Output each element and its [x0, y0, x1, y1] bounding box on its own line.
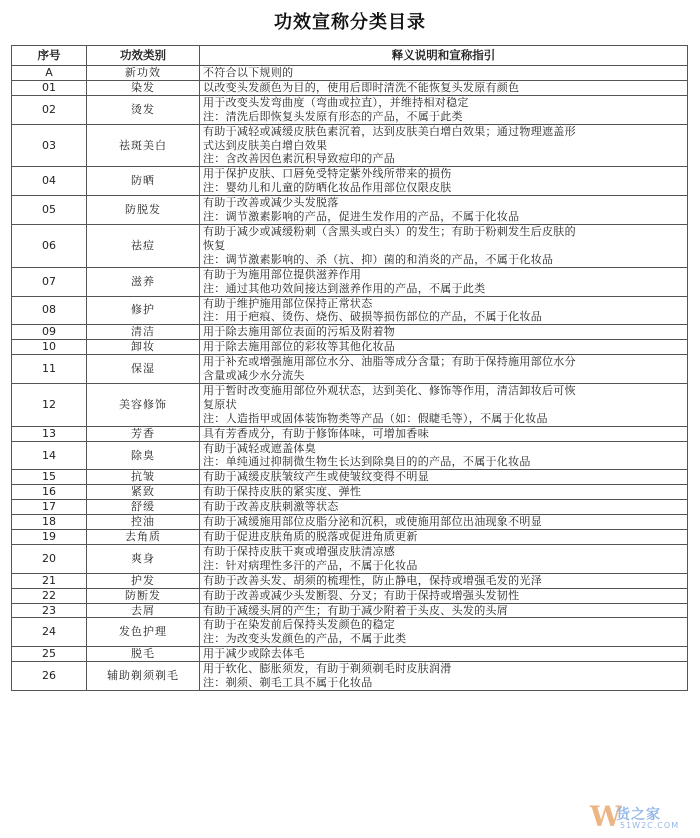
row-description: [200, 325, 688, 340]
row-number: 22: [12, 588, 87, 603]
row-category: 清洁: [87, 325, 200, 340]
row-description: [200, 267, 688, 296]
description-line: 注：调节激素影响的、杀（抗、抑）菌的和消炎的产品，不属于化妆品: [203, 252, 554, 266]
row-category: 卸妆: [87, 340, 200, 355]
description-line: 有助于改善皮肤刺激等状态: [203, 500, 339, 514]
row-description: [200, 588, 688, 603]
row-number: 08: [12, 296, 87, 325]
table-row: [12, 647, 688, 662]
row-category: 辅助剃须剃毛: [87, 662, 200, 691]
row-category: 祛痘: [87, 224, 200, 267]
row-category: 烫发: [87, 95, 200, 124]
table-header-row: [12, 46, 688, 66]
table-row: [12, 530, 688, 545]
efficacy-table: [11, 45, 688, 691]
header-desc: 释义说明和宣称指引: [200, 46, 688, 66]
description-line: 用于减少或除去体毛: [203, 647, 305, 661]
table-row: [12, 573, 688, 588]
table-row: [12, 662, 688, 691]
description-line: 有助于维护施用部位保持正常状态: [203, 296, 373, 310]
row-number: 12: [12, 383, 87, 426]
description-line: 具有芳香成分，有助于修饰体味，可增加香味: [203, 426, 429, 440]
row-category: 防断发: [87, 588, 200, 603]
row-number: 18: [12, 515, 87, 530]
description-line: 恢复: [203, 238, 226, 252]
row-description: [200, 95, 688, 124]
description-line: 用于改变头发弯曲度（弯曲或拉直），并维持相对稳定: [203, 95, 469, 109]
row-category: 保湿: [87, 355, 200, 384]
row-category: 紧致: [87, 485, 200, 500]
row-category: 新功效: [87, 66, 200, 81]
row-description: [200, 544, 688, 573]
row-description: [200, 485, 688, 500]
description-line: 用于保护皮肤、口唇免受特定紫外线所带来的损伤: [203, 167, 452, 181]
row-category: 芳香: [87, 426, 200, 441]
row-category: 祛斑美白: [87, 124, 200, 167]
description-line: 注：调节激素影响的产品，促进生发作用的产品，不属于化妆品: [203, 210, 520, 224]
row-description: [200, 296, 688, 325]
table-row: [12, 296, 688, 325]
row-description: [200, 515, 688, 530]
row-category: 去角质: [87, 530, 200, 545]
table-row: [12, 485, 688, 500]
row-description: [200, 662, 688, 691]
description-line: 注：清洗后即恢复头发原有形态的产品，不属于此类: [203, 109, 463, 123]
row-number: 20: [12, 544, 87, 573]
description-line: 不符合以下规则的: [203, 66, 294, 79]
row-description: [200, 441, 688, 470]
description-line: 注：用于疤痕、烫伤、烧伤、破损等损伤部位的产品，不属于化妆品: [203, 310, 542, 324]
description-line: 有助于减少或减缓粉刺（含黑头或白头）的发生；有助于粉刺发生后皮肤的: [203, 224, 576, 238]
row-description: [200, 618, 688, 647]
row-number: 14: [12, 441, 87, 470]
table-row: [12, 340, 688, 355]
description-line: 有助于为施用部位提供滋养作用: [203, 267, 362, 281]
row-number: 25: [12, 647, 87, 662]
row-category: 染发: [87, 80, 200, 95]
description-line: 有助于减轻或遮盖体臭: [203, 441, 316, 455]
description-line: 式达到皮肤美白增白效果: [203, 138, 328, 152]
description-line: 有助于保持皮肤的紧实度、弹性: [203, 485, 362, 499]
description-line: 注：含改善因色素沉积导致痘印的产品: [203, 152, 396, 166]
table-row: [12, 515, 688, 530]
description-line: 含量或减少水分流失: [203, 369, 305, 383]
watermark-url: 51W2C.COM: [620, 821, 680, 830]
row-number: 07: [12, 267, 87, 296]
description-line: 有助于保持皮肤干爽或增强皮肤清凉感: [203, 544, 396, 558]
description-line: 有助于减缓皮肤皱纹产生或使皱纹变得不明显: [203, 470, 429, 484]
description-line: 有助于促进皮肤角质的脱落或促进角质更新: [203, 530, 418, 543]
row-number: 02: [12, 95, 87, 124]
table-row: [12, 588, 688, 603]
row-category: 爽身: [87, 544, 200, 573]
row-description: [200, 224, 688, 267]
row-description: [200, 530, 688, 545]
row-number: 11: [12, 355, 87, 384]
table-row: [12, 66, 688, 81]
description-line: 用于除去施用部位表面的污垢及附着物: [203, 325, 396, 339]
header-no: 序号: [12, 46, 87, 66]
table-row: [12, 196, 688, 225]
header-category: 功效类别: [87, 46, 200, 66]
row-category: 美容修饰: [87, 383, 200, 426]
row-number: 15: [12, 470, 87, 485]
row-number: 21: [12, 573, 87, 588]
description-line: 用于补充或增强施用部位水分、油脂等成分含量；有助于保持施用部位水分: [203, 355, 576, 369]
table-row: [12, 470, 688, 485]
row-number: 23: [12, 603, 87, 618]
description-line: 注：单纯通过抑制微生物生长达到除臭目的的产品，不属于化妆品: [203, 455, 531, 469]
row-number: 17: [12, 500, 87, 515]
description-line: 有助于减轻或减缓皮肤色素沉着，达到皮肤美白增白效果；通过物理遮盖形: [203, 124, 576, 138]
table-row: [12, 544, 688, 573]
row-number: 04: [12, 167, 87, 196]
row-description: [200, 124, 688, 167]
description-line: 用于除去施用部位的彩妆等其他化妆品: [203, 340, 396, 354]
row-description: [200, 647, 688, 662]
description-line: 注：针对病理性多汗的产品，不属于化妆品: [203, 558, 418, 572]
row-description: [200, 500, 688, 515]
row-number: 09: [12, 325, 87, 340]
description-line: 有助于减缓头屑的产生；有助于减少附着于头皮、头发的头屑: [203, 603, 509, 617]
row-number: 16: [12, 485, 87, 500]
table-row: [12, 603, 688, 618]
description-line: 用于软化、膨胀须发，有助于剃须剃毛时皮肤润滑: [203, 662, 452, 676]
table-row: [12, 325, 688, 340]
row-number: 13: [12, 426, 87, 441]
table-row: [12, 80, 688, 95]
description-line: 注：通过其他功效间接达到滋养作用的产品，不属于此类: [203, 281, 486, 295]
row-category: 去屑: [87, 603, 200, 618]
row-number: 10: [12, 340, 87, 355]
row-category: 防脱发: [87, 196, 200, 225]
row-category: 防晒: [87, 167, 200, 196]
description-line: 复原状: [203, 397, 237, 411]
description-line: 有助于改善头发、胡须的梳理性，防止静电，保持或增强毛发的光泽: [203, 573, 542, 587]
row-number: 01: [12, 80, 87, 95]
description-line: 注：婴幼儿和儿童的防晒化妆品作用部位仅限皮肤: [203, 181, 452, 195]
row-number: 26: [12, 662, 87, 691]
table-row: [12, 355, 688, 384]
row-description: [200, 573, 688, 588]
table-row: [12, 224, 688, 267]
row-number: A: [12, 66, 87, 81]
row-number: 24: [12, 618, 87, 647]
row-number: 03: [12, 124, 87, 167]
watermark-logo: [590, 802, 694, 834]
row-category: 护发: [87, 573, 200, 588]
description-line: 注：剃须、剃毛工具不属于化妆品: [203, 676, 373, 690]
table-row: [12, 441, 688, 470]
row-description: [200, 355, 688, 384]
row-description: [200, 603, 688, 618]
row-description: [200, 340, 688, 355]
row-category: 舒缓: [87, 500, 200, 515]
table-row: [12, 618, 688, 647]
row-description: [200, 66, 688, 81]
description-line: 有助于减缓施用部位皮脂分泌和沉积，或使施用部位出油现象不明显: [203, 515, 542, 529]
row-description: [200, 470, 688, 485]
row-number: 05: [12, 196, 87, 225]
row-number: 19: [12, 530, 87, 545]
row-category: 修护: [87, 296, 200, 325]
row-number: 06: [12, 224, 87, 267]
description-line: 有助于改善或减少头发断裂、分叉；有助于保持或增强头发韧性: [203, 588, 520, 602]
table-row: [12, 95, 688, 124]
table-row: [12, 267, 688, 296]
table-row: [12, 124, 688, 167]
description-line: 有助于在染发前后保持头发颜色的稳定: [203, 618, 396, 632]
table-row: [12, 426, 688, 441]
description-line: 有助于改善或减少头发脱落: [203, 196, 339, 210]
row-category: 抗皱: [87, 470, 200, 485]
row-category: 除臭: [87, 441, 200, 470]
row-category: 脱毛: [87, 647, 200, 662]
description-line: 注：人造指甲或固体装饰物类等产品（如：假睫毛等），不属于化妆品: [203, 411, 548, 425]
row-description: [200, 167, 688, 196]
row-description: [200, 196, 688, 225]
description-line: 用于暂时改变施用部位外观状态，达到美化、修饰等作用，清洁卸妆后可恢: [203, 383, 576, 397]
row-category: 发色护理: [87, 618, 200, 647]
row-description: [200, 426, 688, 441]
description-line: 注：为改变头发颜色的产品，不属于此类: [203, 632, 407, 646]
watermark-mark: W: [590, 800, 622, 833]
row-category: 控油: [87, 515, 200, 530]
table-row: [12, 167, 688, 196]
page-title: 功效宣称分类目录: [274, 12, 426, 33]
table-row: [12, 500, 688, 515]
watermark-text: 货之家: [616, 807, 661, 823]
row-category: 滋养: [87, 267, 200, 296]
row-description: [200, 383, 688, 426]
description-line: 以改变头发颜色为目的，使用后即时清洗不能恢复头发原有颜色: [203, 80, 520, 94]
row-description: [200, 80, 688, 95]
table-row: [12, 383, 688, 426]
